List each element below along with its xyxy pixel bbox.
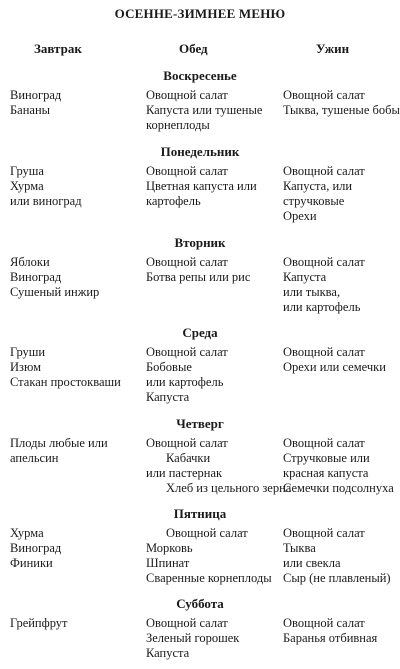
menu-item: Грейпфрут — [10, 616, 68, 630]
day-name: Суббота — [176, 596, 224, 611]
menu-item: или виноград — [10, 194, 82, 208]
menu-item: корнеплоды — [146, 118, 210, 132]
breakfast-list — [10, 345, 135, 390]
menu-item: Хурма — [10, 179, 44, 193]
menu-item: Цветная капуста или — [146, 179, 257, 193]
menu-item: Финики — [10, 556, 53, 570]
menu-item: Кабачки — [166, 451, 211, 465]
menu-item: Капуста или тушеные — [146, 103, 263, 117]
menu-item: Орехи или семечки — [283, 360, 386, 374]
menu-item: апельсин — [10, 451, 59, 465]
menu-item: Баранья отбивная — [283, 631, 378, 645]
menu-item: Виноград — [10, 541, 62, 555]
lunch-list — [146, 255, 281, 285]
menu-item: Плоды любые или — [10, 436, 108, 450]
menu-item: Хурма — [10, 526, 44, 540]
menu-item: Капуста — [283, 270, 327, 284]
menu-item: Яблоки — [10, 255, 50, 269]
menu-item: Тыква, тушеные бобы — [283, 103, 400, 117]
menu-item: Овощной салат — [146, 164, 228, 178]
menu-item: Овощной салат — [283, 345, 365, 359]
menu-item: или свекла — [283, 556, 341, 570]
menu-item: Ботва репы или рис — [146, 270, 251, 284]
day-name: Воскресенье — [163, 68, 237, 83]
menu-item: Стручковые или — [283, 451, 370, 465]
menu-item: красная капуста — [283, 466, 369, 480]
menu-item: или картофель — [283, 300, 361, 314]
menu-item: Груша — [10, 164, 44, 178]
menu-item: или тыква, — [283, 285, 341, 299]
menu-item: Овощной салат — [166, 526, 248, 540]
menu-item: Сыр (не плавленый) — [283, 571, 391, 585]
breakfast-list — [10, 255, 135, 300]
menu-item: Бобовые — [146, 360, 192, 374]
breakfast-list — [10, 436, 135, 466]
menu-item: Овощной салат — [283, 255, 365, 269]
lunch-list — [146, 88, 281, 133]
menu-item: Тыква — [283, 541, 316, 555]
menu-item: Овощной салат — [283, 436, 365, 450]
menu-item: Капуста — [146, 390, 190, 404]
menu-item: Изюм — [10, 360, 42, 374]
dinner-list — [283, 616, 400, 646]
menu-item: или картофель — [146, 375, 224, 389]
day-name: Четверг — [176, 416, 224, 431]
column-headers — [0, 41, 400, 57]
day-name: Пятница — [173, 506, 227, 521]
day-name: Среда — [182, 325, 218, 340]
menu-item: Орехи — [283, 209, 317, 223]
menu-item: Зеленый горошек — [146, 631, 240, 645]
breakfast-list — [10, 88, 135, 118]
menu-item: Бананы — [10, 103, 51, 117]
menu-item: Семечки подсолнуха — [283, 481, 394, 495]
header-dinner: Ужин — [316, 41, 350, 56]
menu-item: Стакан простокваши — [10, 375, 121, 389]
menu-item: Виноград — [10, 88, 62, 102]
menu-item: Сушеный инжир — [10, 285, 100, 299]
lunch-list — [146, 345, 281, 405]
menu-item: или пастернак — [146, 466, 223, 480]
menu-item: картофель — [146, 194, 201, 208]
menu-item: Груши — [10, 345, 46, 359]
menu-item: Виноград — [10, 270, 62, 284]
menu-item: Капуста, или — [283, 179, 353, 193]
menu-item: Овощной салат — [283, 88, 365, 102]
menu-item: Овощной салат — [283, 164, 365, 178]
menu-item: Овощной салат — [283, 526, 365, 540]
page-title: ОСЕННЕ-ЗИМНЕЕ МЕНЮ — [114, 6, 286, 21]
menu-item: Морковь — [146, 541, 193, 555]
menu-item: Сваренные корнеплоды — [146, 571, 272, 585]
day-name: Понедельник — [160, 144, 240, 159]
breakfast-list — [10, 616, 135, 631]
menu-item: Шпинат — [146, 556, 190, 570]
breakfast-list — [10, 164, 135, 209]
menu-item: Овощной салат — [146, 345, 228, 359]
menu-item: Овощной салат — [146, 255, 228, 269]
menu-item: Овощной салат — [283, 616, 365, 630]
menu-item: Хлеб из цельного зерна — [166, 481, 292, 495]
dinner-list — [283, 526, 400, 586]
menu-item: Овощной салат — [146, 616, 228, 630]
lunch-list — [146, 164, 281, 209]
dinner-list — [283, 345, 400, 375]
dinner-list — [283, 436, 400, 496]
lunch-list — [146, 526, 281, 586]
lunch-list — [146, 616, 281, 661]
dinner-list — [283, 255, 400, 315]
dinner-list — [283, 164, 400, 224]
menu-item: Овощной салат — [146, 436, 228, 450]
menu-item: Овощной салат — [146, 88, 228, 102]
menu-item: Капуста — [146, 646, 190, 660]
header-breakfast: Завтрак — [34, 41, 82, 56]
header-lunch: Обед — [179, 41, 208, 56]
dinner-list — [283, 88, 400, 118]
menu-item: стручковые — [283, 194, 345, 208]
lunch-list — [146, 436, 292, 496]
breakfast-list — [10, 526, 135, 571]
day-name: Вторник — [174, 235, 226, 250]
